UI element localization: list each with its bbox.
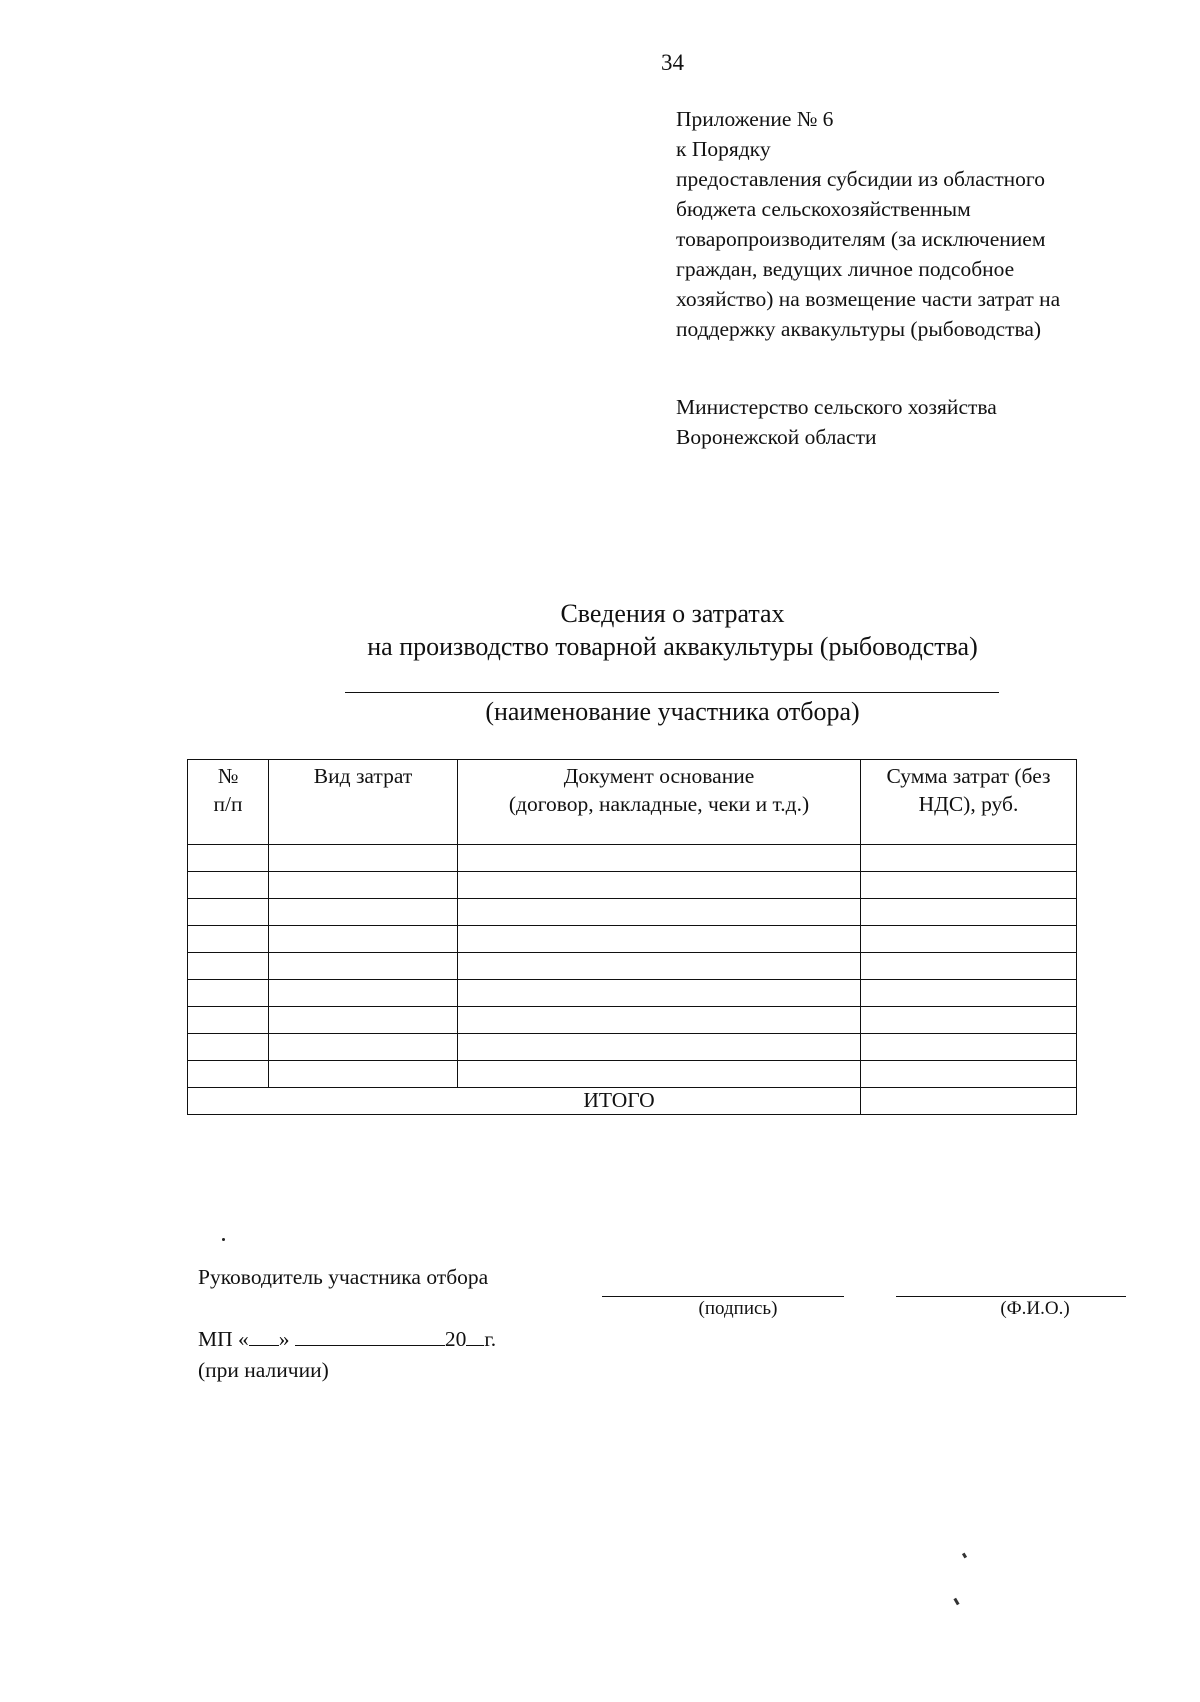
cell-basis-document[interactable] — [458, 1034, 861, 1061]
cell-number[interactable] — [188, 1007, 269, 1034]
cell-basis-document[interactable] — [458, 980, 861, 1007]
cell-cost-type[interactable] — [269, 872, 458, 899]
scan-speck — [962, 1553, 967, 1559]
page-number: 34 — [661, 50, 684, 75]
table-row — [188, 872, 1077, 899]
cell-cost-type[interactable] — [269, 926, 458, 953]
full-name-caption: (Ф.И.О.) — [1000, 1298, 1070, 1319]
table-row — [188, 1061, 1077, 1088]
table-row — [188, 1034, 1077, 1061]
cell-cost-amount[interactable] — [861, 899, 1077, 926]
appendix-line: товаропроизводителям (за исключением — [676, 227, 1046, 251]
cell-basis-document[interactable] — [458, 926, 861, 953]
seal-note: (при наличии) — [198, 1358, 329, 1382]
cell-number[interactable] — [188, 1034, 269, 1061]
header-cost-type: Вид затрат — [269, 760, 458, 845]
signature-field[interactable] — [602, 1296, 844, 1297]
scan-speck — [222, 1238, 225, 1241]
cell-cost-type[interactable] — [269, 1061, 458, 1088]
signer-label: Руководитель участника отбора — [198, 1265, 489, 1289]
appendix-line: бюджета сельскохозяйственным — [676, 197, 971, 221]
cell-basis-document[interactable] — [458, 1007, 861, 1034]
cell-number[interactable] — [188, 845, 269, 872]
cell-basis-document[interactable] — [458, 1061, 861, 1088]
cell-cost-amount[interactable] — [861, 845, 1077, 872]
cell-cost-type[interactable] — [269, 899, 458, 926]
cell-number[interactable] — [188, 872, 269, 899]
full-name-field[interactable] — [896, 1296, 1126, 1297]
cell-cost-type[interactable] — [269, 1007, 458, 1034]
costs-table — [187, 759, 1077, 1115]
cell-cost-type[interactable] — [269, 980, 458, 1007]
cell-number[interactable] — [188, 926, 269, 953]
cell-cost-amount[interactable] — [861, 1061, 1077, 1088]
cell-basis-document[interactable] — [458, 845, 861, 872]
table-row — [188, 926, 1077, 953]
table-row — [188, 980, 1077, 1007]
year-suffix: г. — [484, 1327, 497, 1351]
ministry-line: Воронежской области — [676, 425, 877, 449]
cell-cost-amount[interactable] — [861, 953, 1077, 980]
header-cost-amount: Сумма затрат (без НДС), руб. — [861, 760, 1077, 845]
cell-number[interactable] — [188, 980, 269, 1007]
cell-basis-document[interactable] — [458, 899, 861, 926]
total-amount-cell[interactable] — [861, 1088, 1077, 1115]
document-title — [0, 597, 1200, 663]
table-header-row — [188, 760, 1077, 845]
participant-name-caption: (наименование участника отбора) — [485, 697, 860, 726]
seal-label: МП « — [198, 1327, 249, 1351]
cell-cost-amount[interactable] — [861, 980, 1077, 1007]
total-label: ИТОГО — [188, 1088, 861, 1115]
cell-number[interactable] — [188, 899, 269, 926]
year-field[interactable] — [466, 1325, 484, 1346]
title-line: Сведения о затратах — [560, 599, 785, 628]
cell-cost-type[interactable] — [269, 845, 458, 872]
header-basis-document: Документ основание (договор, накладные, чеки и т.д.) — [458, 760, 861, 845]
appendix-line: граждан, ведущих личное подсобное — [676, 257, 1015, 281]
cell-number[interactable] — [188, 953, 269, 980]
cell-basis-document[interactable] — [458, 872, 861, 899]
ministry-addressee — [676, 392, 997, 452]
quote-close: » — [278, 1327, 290, 1351]
day-field[interactable] — [249, 1325, 279, 1346]
cell-cost-amount[interactable] — [861, 926, 1077, 953]
cell-cost-amount[interactable] — [861, 1034, 1077, 1061]
cell-number[interactable] — [188, 1061, 269, 1088]
total-row — [188, 1088, 1077, 1115]
appendix-line: к Порядку — [676, 137, 771, 161]
participant-name-field[interactable] — [345, 692, 999, 693]
header-number: № п/п — [188, 760, 269, 845]
title-line: на производство товарной аквакультуры (рыбоводства) — [367, 632, 978, 661]
signature-caption: (подпись) — [698, 1298, 778, 1319]
table-row — [188, 1007, 1077, 1034]
appendix-line: хозяйство) на возмещение части затрат на — [676, 287, 1061, 311]
appendix-header — [676, 104, 1060, 344]
cell-basis-document[interactable] — [458, 953, 861, 980]
table-row — [188, 953, 1077, 980]
cell-cost-type[interactable] — [269, 1034, 458, 1061]
cell-cost-amount[interactable] — [861, 872, 1077, 899]
ministry-line: Министерство сельского хозяйства — [676, 395, 997, 419]
year-prefix: 20 — [444, 1327, 467, 1351]
appendix-line: предоставления субсидии из областного — [676, 167, 1045, 191]
month-field[interactable] — [295, 1325, 445, 1346]
appendix-line: поддержку аквакультуры (рыбоводства) — [676, 317, 1042, 341]
cell-cost-type[interactable] — [269, 953, 458, 980]
seal-date-line — [198, 1325, 496, 1352]
table-row — [188, 899, 1077, 926]
cell-cost-amount[interactable] — [861, 1007, 1077, 1034]
table-row — [188, 845, 1077, 872]
appendix-line: Приложение № 6 — [676, 107, 834, 131]
scan-speck — [953, 1598, 959, 1606]
